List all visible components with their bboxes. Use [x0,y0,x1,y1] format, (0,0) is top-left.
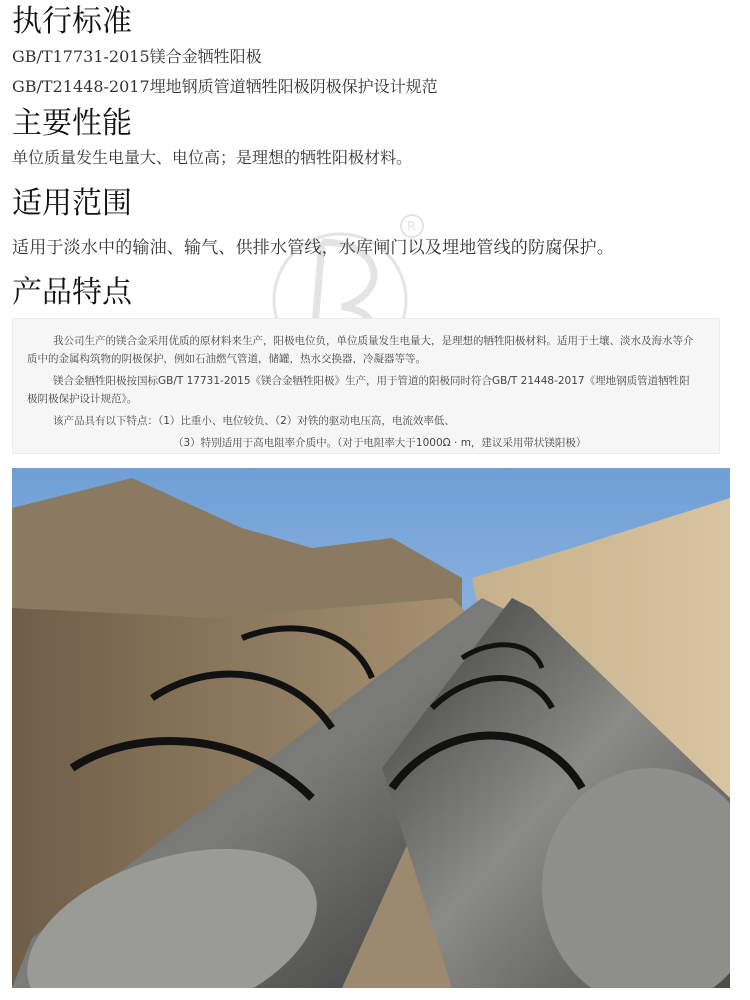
standard-line-1: GB/T17731-2015镁合金牺牲阳极 [12,47,262,66]
features-paragraph-1-line-2: 质中的金属构筑物的阴极保护，例如石油燃气管道，储罐，热水交换器，冷凝器等等。 [27,353,426,365]
features-list-line-1: 该产品具有以下特点：（1）比重小、电位较负、（2）对铁的驱动电压高，电流效率低、 [53,415,455,427]
pipeline-trench-photo [12,468,730,988]
heading-scope: 适用范围 [12,186,132,221]
features-paragraph-2-line-1: 镁合金牺牲阳极按国标GB/T 17731-2015《镁合金牺牲阳极》生产，用于管道的阳极同时符合GB/T 21448-2017《埋地钢质管道牺牲阳 [53,375,690,387]
performance-text: 单位质量发生电量大、电位高；是理想的牺牲阳极材料。 [12,148,413,167]
features-paragraph-1-line-1: 我公司生产的镁合金采用优质的原材料来生产，阳极电位负，单位质量发生电量大，是理想的牺牲阳极材料。适用于土壤、淡水及海水等介 [53,335,694,347]
heading-features: 产品特点 [12,275,132,310]
scope-text: 适用于淡水中的输油、输气、供排水管线，水库闸门以及埋地管线的防腐保护。 [12,238,614,258]
features-paragraph-2-line-2: 极阴极保护设计规范》。 [27,393,138,405]
heading-standards: 执行标准 [12,4,132,39]
features-list-line-2: （3）特别适用于高电阻率介质中。（对于电阻率大于1000Ω · m，建议采用带状镁阳极） [173,437,587,449]
features-panel [12,318,720,454]
standard-line-2: GB/T21448-2017埋地钢质管道牺牲阳极阴极保护设计规范 [12,77,438,96]
svg-text:R: R [407,220,417,235]
heading-performance: 主要性能 [12,106,132,141]
